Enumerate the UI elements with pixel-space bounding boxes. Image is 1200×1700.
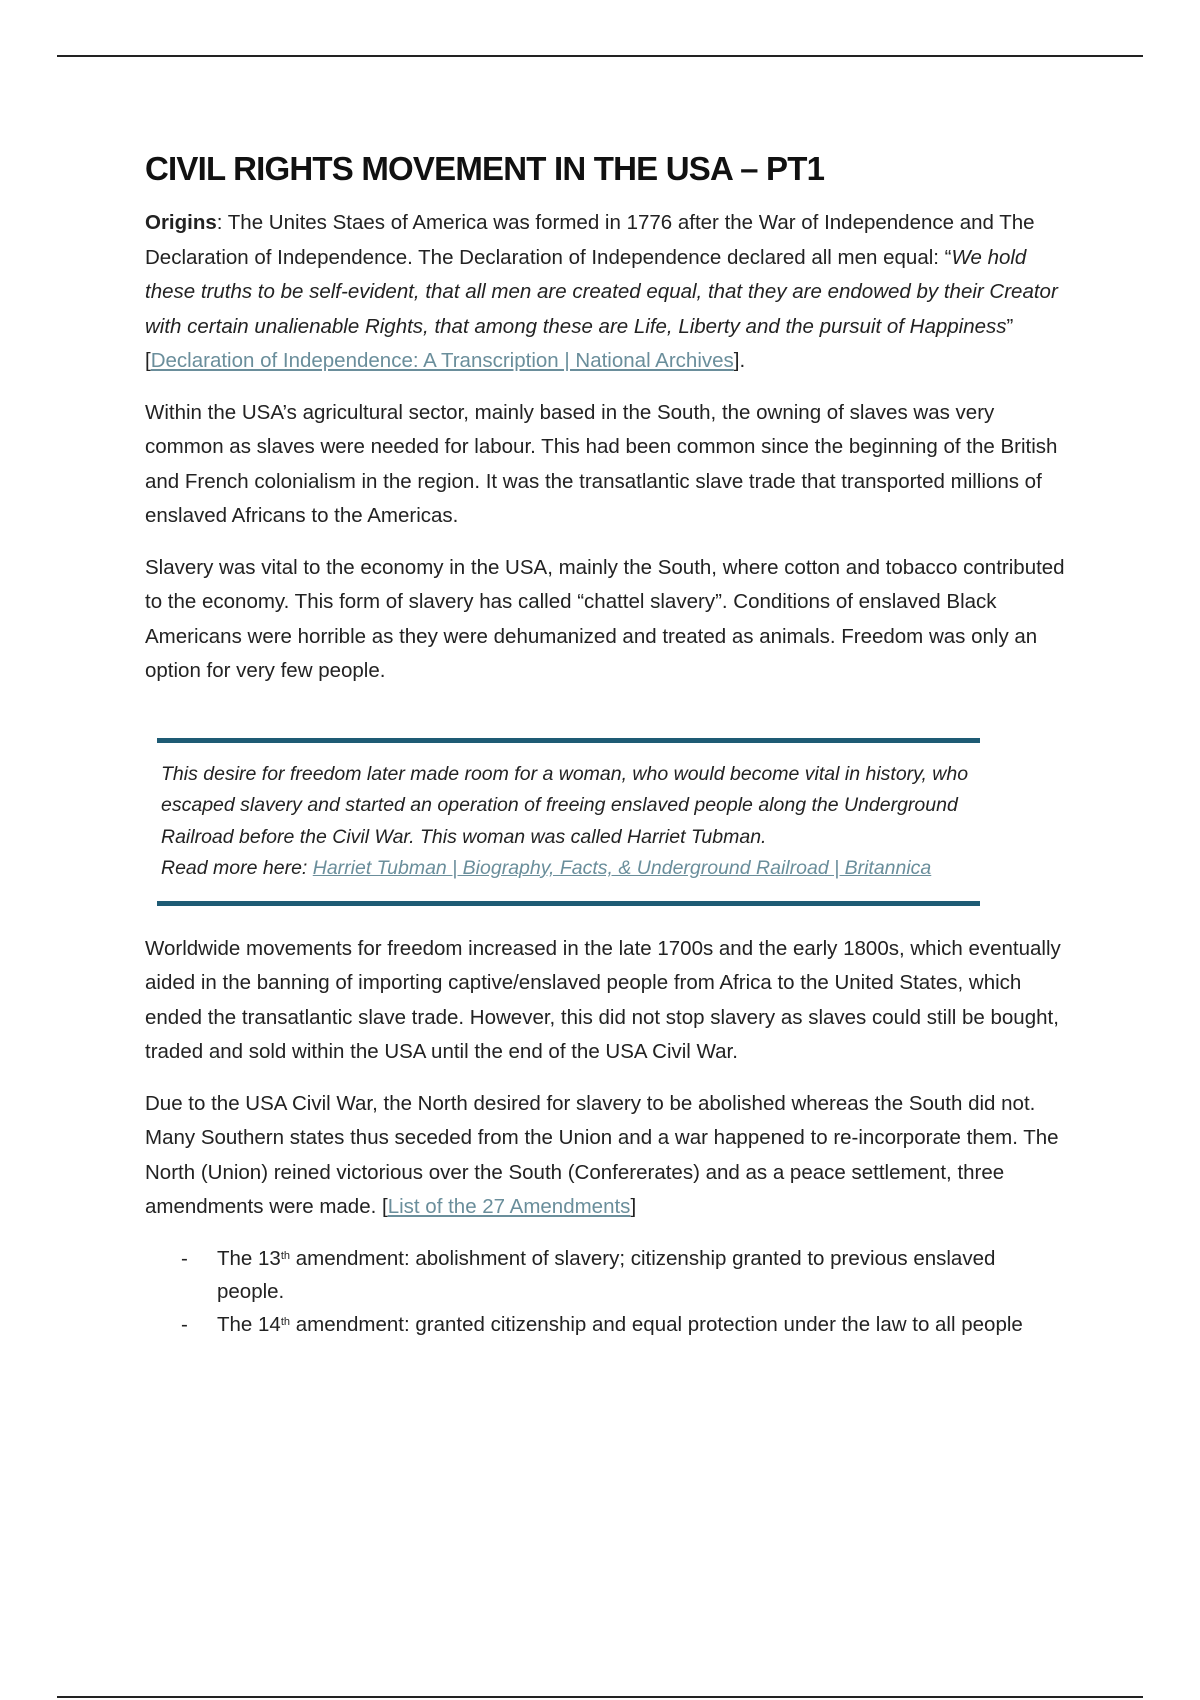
civil-war-text: Due to the USA Civil War, the North desired for slavery to be abolished whereas the South did not. Many Southern states thus seceded from the Union and a war happened to re-incorporate them. The North (Union) reined victorious over the South (Confererates) and as a peace settlement, three amendments were made. [ bbox=[145, 1091, 1059, 1218]
amendment-pre: The 13 bbox=[217, 1246, 281, 1270]
origins-label: Origins bbox=[145, 211, 217, 234]
callout-body bbox=[157, 743, 980, 901]
amendments-list bbox=[145, 1242, 1065, 1341]
document-body bbox=[145, 148, 1065, 1341]
origins-paragraph bbox=[145, 206, 1065, 379]
read-more-label: Read more here: bbox=[161, 857, 313, 879]
page-top-rule bbox=[57, 55, 1143, 57]
list-item bbox=[145, 1242, 1065, 1308]
amendment-sup: th bbox=[280, 1249, 291, 1262]
dash-bullet: - bbox=[181, 1246, 188, 1270]
page-title: CIVIL RIGHTS MOVEMENT IN THE USA – PT1 bbox=[145, 150, 825, 187]
amendment-post: amendment: abolishment of slavery; citizenship granted to previous enslaved people. bbox=[217, 1246, 996, 1303]
callout-text: This desire for freedom later made room for a woman, who would become vital in history, who escaped slavery and started an operation of freeing enslaved people along the Underground Railroad before the Civil War. This woman was called Harriet Tubman. bbox=[161, 762, 969, 848]
amendment-post: amendment: granted citizenship and equal protection under the law to all people bbox=[290, 1312, 1023, 1336]
quote-end: ” [ bbox=[145, 314, 1014, 372]
list-item bbox=[145, 1308, 1065, 1341]
origins-text: : The Unites Staes of America was formed in 1776 after the War of Independence and The Declaration of Independence. The Declaration of Independence declared all men equal: “ bbox=[145, 211, 1035, 269]
freedom-movements-paragraph: Worldwide movements for freedom increased in the late 1700s and the early 1800s, which eventually aided in the banning of importing captive/enslaved people from Africa to the United States, which ended the transatlantic slave trade. However, this did not stop slavery as slaves could still be bought, traded and sold within the USA until the end of the USA Civil War. bbox=[145, 936, 1061, 1063]
declaration-link[interactable]: Declaration of Independence: A Transcription | National Archives bbox=[150, 349, 734, 372]
civil-war-tail: ] bbox=[630, 1195, 637, 1218]
declaration-quote: We hold these truths to be self-evident, that all men are created equal, that they are endowed by their Creator with certain unalienable Rights, that among these are Life, Liberty and the pursuit of Happiness bbox=[145, 245, 1058, 338]
origins-tail: ]. bbox=[733, 349, 746, 372]
callout-bottom-bar bbox=[157, 901, 980, 906]
page-bottom-rule bbox=[57, 1696, 1143, 1698]
civil-war-paragraph bbox=[145, 1087, 1065, 1225]
amendment-sup: th bbox=[280, 1315, 291, 1328]
tubman-link[interactable]: Harriet Tubman | Biography, Facts, & Underground Railroad | Britannica bbox=[312, 857, 932, 879]
amendments-link[interactable]: List of the 27 Amendments bbox=[387, 1195, 631, 1218]
agriculture-paragraph: Within the USA’s agricultural sector, mainly based in the South, the owning of slaves was very common as slaves were needed for labour. This had been common since the beginning of the British and French colonialism in the region. It was the transatlantic slave trade that transported millions of enslaved Africans to the Americas. bbox=[145, 400, 1058, 527]
tubman-callout bbox=[157, 738, 980, 906]
dash-bullet: - bbox=[181, 1312, 188, 1336]
amendment-pre: The 14 bbox=[217, 1312, 281, 1336]
economy-paragraph: Slavery was vital to the economy in the USA, mainly the South, where cotton and tobacco contributed to the economy. This form of slavery has called “chattel slavery”. Conditions of enslaved Black Americans were horrible as they were dehumanized and treated as animals. Freedom was only an option for very few people. bbox=[145, 555, 1065, 682]
